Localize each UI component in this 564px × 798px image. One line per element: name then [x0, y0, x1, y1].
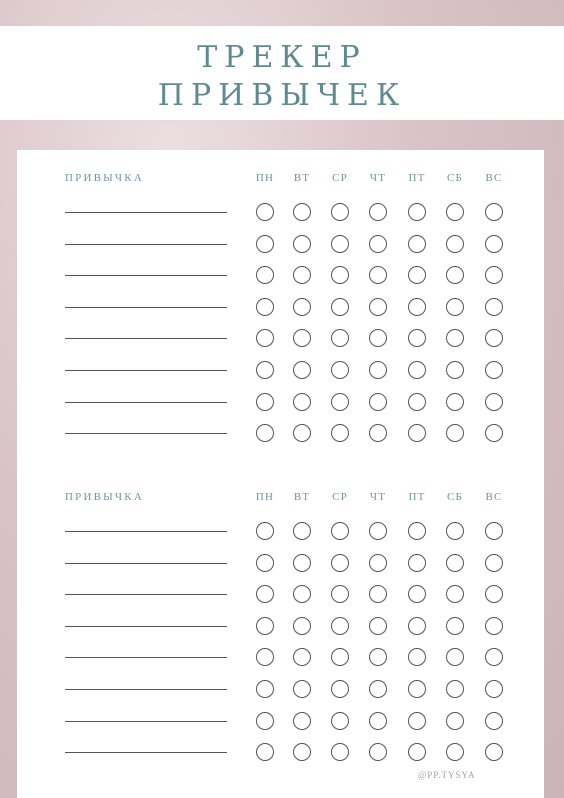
- day-label: ПТ: [408, 172, 426, 184]
- day-checkbox[interactable]: [408, 424, 426, 442]
- habit-column-label: ПРИВЫЧКА: [65, 172, 144, 184]
- day-checkbox[interactable]: [369, 617, 387, 635]
- habit-row: [17, 614, 544, 638]
- habit-name-line[interactable]: [65, 275, 227, 276]
- day-checkbox[interactable]: [446, 424, 464, 442]
- day-checkbox[interactable]: [369, 680, 387, 698]
- day-checkbox[interactable]: [446, 298, 464, 316]
- day-checkbox[interactable]: [446, 585, 464, 603]
- habit-name-line[interactable]: [65, 752, 227, 753]
- day-checkbox[interactable]: [256, 585, 274, 603]
- day-label: СР: [332, 491, 348, 503]
- habit-name-line[interactable]: [65, 531, 227, 532]
- day-checkbox[interactable]: [485, 617, 503, 635]
- day-label: СБ: [446, 172, 464, 184]
- day-checkbox[interactable]: [256, 266, 274, 284]
- day-label: ВТ: [293, 491, 311, 503]
- day-checkbox[interactable]: [256, 235, 274, 253]
- day-checkbox[interactable]: [408, 298, 426, 316]
- habit-row: [17, 390, 544, 414]
- day-checkbox[interactable]: [331, 680, 349, 698]
- habit-row: [17, 709, 544, 733]
- day-checkbox[interactable]: [331, 266, 349, 284]
- day-label: ВТ: [293, 172, 311, 184]
- day-checkbox[interactable]: [331, 361, 349, 379]
- day-checkbox[interactable]: [293, 266, 311, 284]
- day-checkbox[interactable]: [485, 298, 503, 316]
- day-checkbox[interactable]: [369, 235, 387, 253]
- day-checkbox[interactable]: [446, 203, 464, 221]
- author-watermark: @PP.TYSYA: [418, 770, 476, 780]
- habit-row: [17, 582, 544, 606]
- day-checkbox[interactable]: [485, 743, 503, 761]
- day-checkbox[interactable]: [331, 424, 349, 442]
- habit-name-line[interactable]: [65, 433, 227, 434]
- day-checkbox[interactable]: [408, 743, 426, 761]
- day-checkbox[interactable]: [331, 522, 349, 540]
- day-label: СР: [332, 172, 348, 184]
- day-checkbox[interactable]: [446, 522, 464, 540]
- day-checkbox[interactable]: [293, 235, 311, 253]
- day-checkbox[interactable]: [408, 266, 426, 284]
- day-checkbox[interactable]: [369, 329, 387, 347]
- day-checkbox[interactable]: [256, 680, 274, 698]
- habit-row: [17, 295, 544, 319]
- habit-name-line[interactable]: [65, 212, 227, 213]
- habit-name-line[interactable]: [65, 689, 227, 690]
- day-checkbox[interactable]: [293, 585, 311, 603]
- day-checkbox[interactable]: [369, 712, 387, 730]
- day-checkbox[interactable]: [408, 393, 426, 411]
- day-checkbox[interactable]: [408, 554, 426, 572]
- day-checkbox[interactable]: [408, 617, 426, 635]
- day-label: ВС: [485, 491, 503, 503]
- day-checkbox[interactable]: [446, 712, 464, 730]
- day-checkbox[interactable]: [293, 680, 311, 698]
- day-checkbox[interactable]: [369, 554, 387, 572]
- habit-name-line[interactable]: [65, 563, 227, 564]
- day-checkbox[interactable]: [293, 554, 311, 572]
- day-checkbox[interactable]: [485, 424, 503, 442]
- day-checkbox[interactable]: [293, 361, 311, 379]
- day-checkbox[interactable]: [446, 680, 464, 698]
- day-checkbox[interactable]: [293, 393, 311, 411]
- day-checkbox[interactable]: [293, 329, 311, 347]
- day-checkbox[interactable]: [485, 522, 503, 540]
- day-checkbox[interactable]: [331, 203, 349, 221]
- day-checkbox[interactable]: [369, 424, 387, 442]
- day-checkbox[interactable]: [446, 361, 464, 379]
- day-checkbox[interactable]: [369, 522, 387, 540]
- day-checkbox[interactable]: [485, 585, 503, 603]
- habit-row: [17, 200, 544, 224]
- day-checkbox[interactable]: [369, 203, 387, 221]
- day-checkbox[interactable]: [256, 554, 274, 572]
- day-checkbox[interactable]: [485, 393, 503, 411]
- page-title-line-2: ПРИВЫЧЕК: [157, 78, 407, 113]
- habit-name-line[interactable]: [65, 402, 227, 403]
- habit-row: [17, 326, 544, 350]
- habit-row: [17, 677, 544, 701]
- habit-name-line[interactable]: [65, 594, 227, 595]
- day-label: ПН: [255, 172, 275, 184]
- day-checkbox[interactable]: [446, 266, 464, 284]
- day-checkbox[interactable]: [256, 424, 274, 442]
- day-checkbox[interactable]: [256, 712, 274, 730]
- section-header: [17, 172, 544, 192]
- habit-row: [17, 519, 544, 543]
- page-title-line-1: ТРЕКЕР: [197, 40, 367, 75]
- day-checkbox[interactable]: [408, 235, 426, 253]
- day-checkbox[interactable]: [446, 554, 464, 572]
- day-checkbox[interactable]: [369, 298, 387, 316]
- habit-row: [17, 358, 544, 382]
- day-checkbox[interactable]: [369, 648, 387, 666]
- day-checkbox[interactable]: [369, 361, 387, 379]
- day-checkbox[interactable]: [331, 743, 349, 761]
- day-checkbox[interactable]: [331, 235, 349, 253]
- day-checkbox[interactable]: [256, 617, 274, 635]
- day-checkbox[interactable]: [369, 266, 387, 284]
- day-checkbox[interactable]: [408, 585, 426, 603]
- habit-row: [17, 740, 544, 764]
- habit-name-line[interactable]: [65, 626, 227, 627]
- day-checkbox[interactable]: [256, 648, 274, 666]
- day-checkbox[interactable]: [408, 203, 426, 221]
- day-checkbox[interactable]: [256, 298, 274, 316]
- day-label: ВС: [485, 172, 503, 184]
- habit-row: [17, 263, 544, 287]
- day-checkbox[interactable]: [331, 393, 349, 411]
- day-checkbox[interactable]: [331, 554, 349, 572]
- habit-row: [17, 551, 544, 575]
- day-checkbox[interactable]: [293, 743, 311, 761]
- section-header: [17, 491, 544, 511]
- day-checkbox[interactable]: [256, 361, 274, 379]
- day-label: ЧТ: [369, 172, 387, 184]
- day-checkbox[interactable]: [446, 393, 464, 411]
- day-checkbox[interactable]: [485, 266, 503, 284]
- day-checkbox[interactable]: [331, 712, 349, 730]
- day-label: ЧТ: [369, 491, 387, 503]
- day-checkbox[interactable]: [446, 743, 464, 761]
- day-checkbox[interactable]: [256, 203, 274, 221]
- habit-row: [17, 645, 544, 669]
- day-checkbox[interactable]: [408, 648, 426, 666]
- habit-name-line[interactable]: [65, 657, 227, 658]
- day-checkbox[interactable]: [293, 712, 311, 730]
- day-checkbox[interactable]: [331, 298, 349, 316]
- day-checkbox[interactable]: [408, 361, 426, 379]
- day-checkbox[interactable]: [408, 712, 426, 730]
- day-checkbox[interactable]: [331, 617, 349, 635]
- habit-row: [17, 232, 544, 256]
- habit-name-line[interactable]: [65, 307, 227, 308]
- day-checkbox[interactable]: [293, 617, 311, 635]
- day-checkbox[interactable]: [369, 743, 387, 761]
- day-checkbox[interactable]: [331, 585, 349, 603]
- day-checkbox[interactable]: [485, 203, 503, 221]
- day-checkbox[interactable]: [408, 329, 426, 347]
- day-checkbox[interactable]: [485, 235, 503, 253]
- day-label: СБ: [446, 491, 464, 503]
- habit-name-line[interactable]: [65, 721, 227, 722]
- day-checkbox[interactable]: [485, 329, 503, 347]
- day-checkbox[interactable]: [293, 648, 311, 666]
- day-checkbox[interactable]: [369, 393, 387, 411]
- day-checkbox[interactable]: [485, 648, 503, 666]
- day-label: ПТ: [408, 491, 426, 503]
- day-checkbox[interactable]: [446, 329, 464, 347]
- day-checkbox[interactable]: [293, 424, 311, 442]
- day-checkbox[interactable]: [293, 522, 311, 540]
- habit-column-label: ПРИВЫЧКА: [65, 491, 144, 503]
- day-checkbox[interactable]: [408, 522, 426, 540]
- day-checkbox[interactable]: [446, 235, 464, 253]
- day-checkbox[interactable]: [256, 329, 274, 347]
- day-checkbox[interactable]: [369, 585, 387, 603]
- habit-row: [17, 421, 544, 445]
- habit-name-line[interactable]: [65, 244, 227, 245]
- day-checkbox[interactable]: [293, 203, 311, 221]
- day-checkbox[interactable]: [485, 554, 503, 572]
- day-label: ПН: [255, 491, 275, 503]
- habit-name-line[interactable]: [65, 370, 227, 371]
- day-checkbox[interactable]: [446, 617, 464, 635]
- day-checkbox[interactable]: [293, 298, 311, 316]
- tracker-sheet: [17, 150, 544, 798]
- habit-name-line[interactable]: [65, 338, 227, 339]
- day-checkbox[interactable]: [331, 648, 349, 666]
- day-checkbox[interactable]: [256, 522, 274, 540]
- day-checkbox[interactable]: [256, 393, 274, 411]
- day-checkbox[interactable]: [331, 329, 349, 347]
- day-checkbox[interactable]: [408, 680, 426, 698]
- day-checkbox[interactable]: [485, 712, 503, 730]
- day-checkbox[interactable]: [485, 680, 503, 698]
- day-checkbox[interactable]: [256, 743, 274, 761]
- day-checkbox[interactable]: [446, 648, 464, 666]
- day-checkbox[interactable]: [485, 361, 503, 379]
